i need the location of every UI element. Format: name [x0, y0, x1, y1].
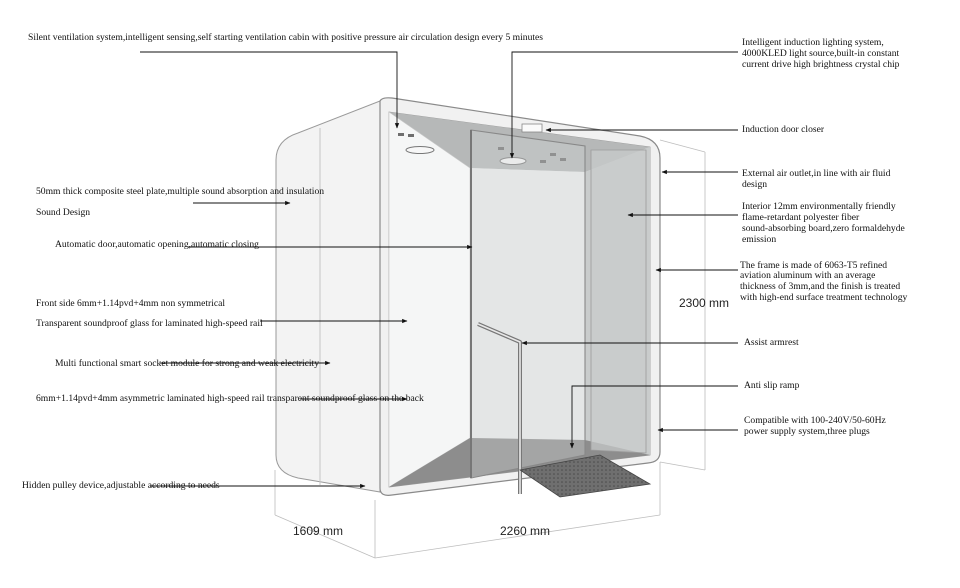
label-back-glass: 6mm+1.14pvd+4mm asymmetric laminated high-speed rail transparent soundproof glass on the back [36, 393, 424, 404]
label-auto-door: Automatic door,automatic opening,automatic closing [55, 239, 259, 250]
glass-door [471, 130, 585, 478]
left-side-panel [276, 101, 380, 492]
label-front-glass-type: Transparent soundproof glass for laminated high-speed rail [36, 318, 263, 329]
label-door-closer: Induction door closer [742, 124, 825, 135]
label-pulley: Hidden pulley device,adjustable according to needs [22, 480, 220, 491]
label-socket: Multi functional smart socket module for strong and weak electricity [55, 358, 320, 369]
label-armrest: Assist armrest [744, 337, 799, 348]
label-ramp: Anti slip ramp [744, 380, 800, 391]
door-closer [522, 124, 542, 132]
ceiling-light-left [406, 147, 434, 154]
dimension-width: 2260 mm [500, 524, 551, 538]
label-front-glass: Front side 6mm+1.14pvd+4mm non symmetrical [36, 298, 226, 309]
left-interior-wall [389, 112, 470, 487]
label-steel-plate: 50mm thick composite steel plate,multiple sound absorption and insulation [36, 186, 325, 197]
label-ventilation: Silent ventilation system,intelligent sensing,self starting ventilation cabin with positive pressure air circulation design every 5 minutes [28, 32, 544, 43]
dimension-depth: 1609 mm [293, 524, 344, 538]
dimension-height: 2300 mm [679, 296, 730, 310]
side-glass-panel [591, 150, 646, 453]
label-sound-design: Sound Design [36, 207, 91, 218]
diagram-stage: Silent ventilation system,intelligent sensing,self starting ventilation cabin with positive pressure air circulation design every 5 minutes 50mm thick composite steel plate,multiple sound absorption and insulation Sound Design Automatic door,automatic opening,automatic closing Front side 6mm+1.14pvd+4mm non symmetrical Transparent soundproof glass for laminated high-speed rail Multi functional smart socket module for strong and weak electricity 6mm+1.14pvd+4mm asymmetric laminated high-speed rail transparent soundproof glass on the back Hidden pulley device,adjustable according to needs Intelligent induction lighting system, 4000KLED light source,built-in constant current drive high brightness crystal chip Induction door closer External air outlet,in line with air fluid design Interior 12mm environmentally friendly flame-retardant polyester fiber sound-absorbing board,zero formaldehyde emission The frame is made of 6063-T5 refined aviation aluminum with an average thickness of 3mm,and the finish is treated with high-end surface treatment technology Assist armrest Anti slip ramp Compatible with 100-240V/50-60Hz power supply system,three plugs 2300 mm 1609 mm 2260 mm [0, 0, 960, 588]
